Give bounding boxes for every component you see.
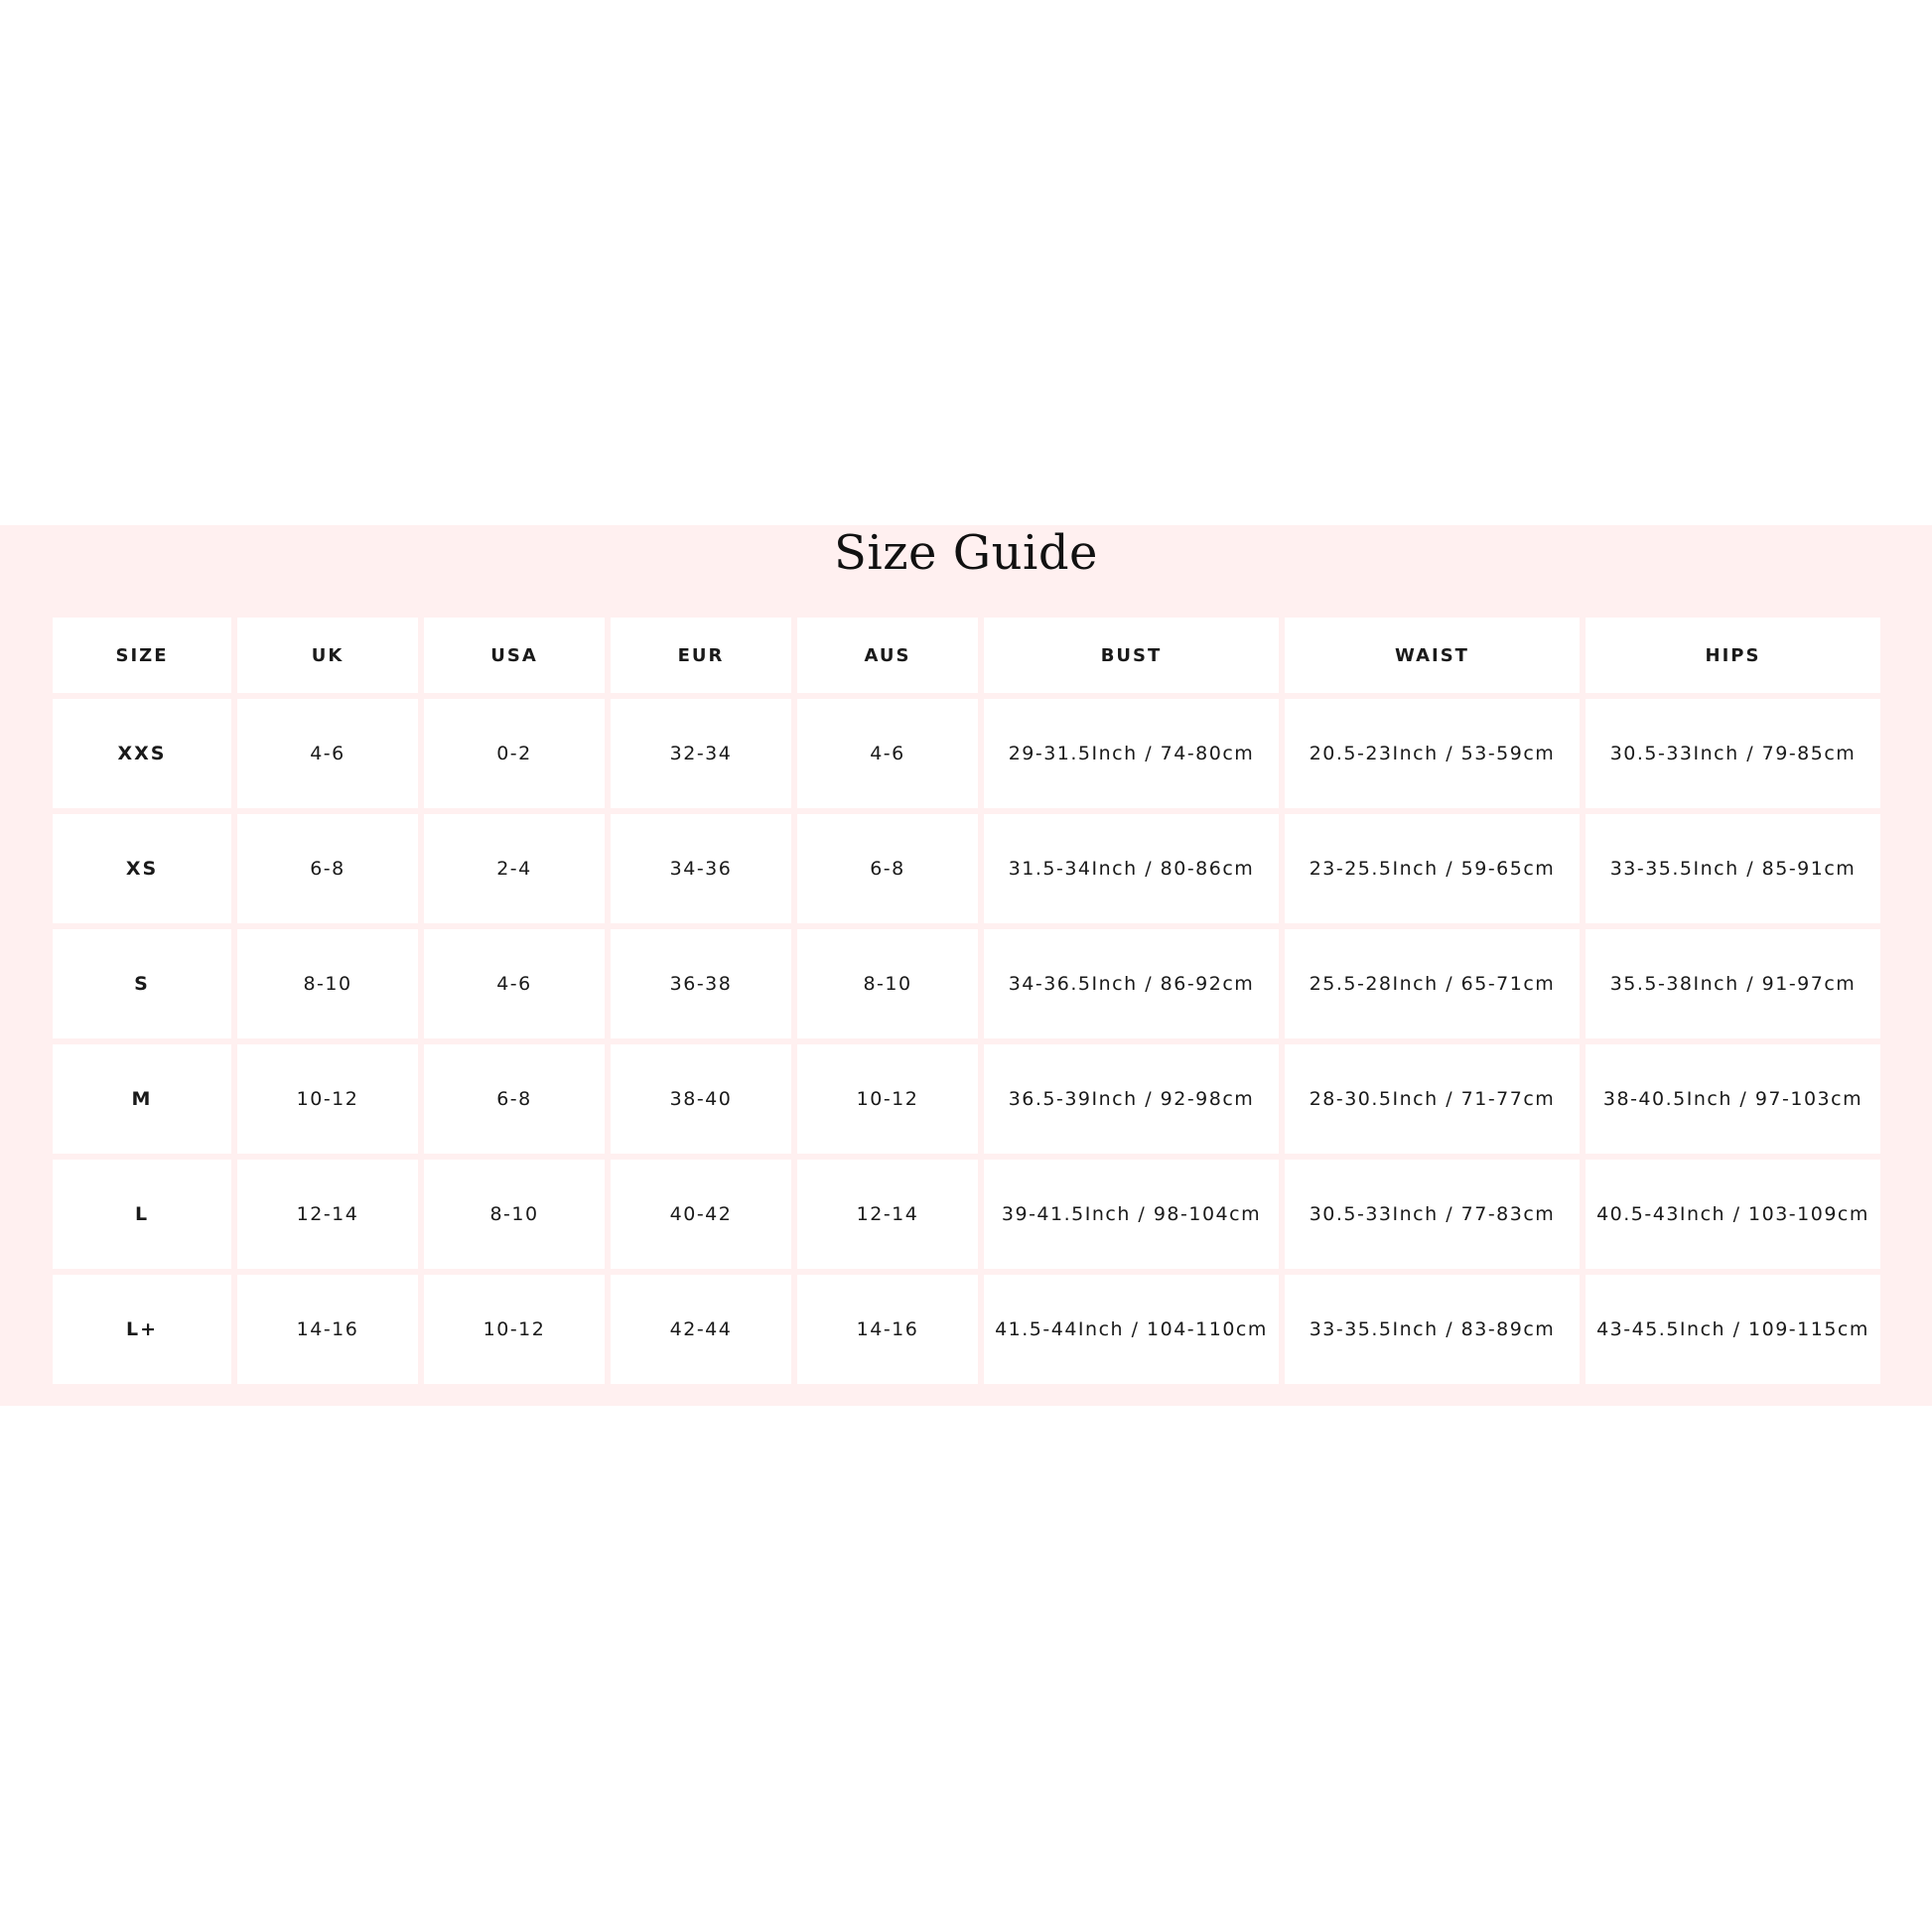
eur-cell: 34-36 (611, 814, 791, 923)
uk-cell: 10-12 (237, 1044, 418, 1154)
header-usa: USA (424, 618, 605, 693)
header-aus: AUS (797, 618, 978, 693)
usa-cell: 4-6 (424, 929, 605, 1038)
aus-cell: 14-16 (797, 1275, 978, 1384)
bust-cell: 29-31.5Inch / 74-80cm (984, 699, 1279, 808)
size-cell: M (53, 1044, 231, 1154)
bust-cell: 31.5-34Inch / 80-86cm (984, 814, 1279, 923)
table-header-row (53, 618, 1880, 693)
hips-cell: 43-45.5Inch / 109-115cm (1586, 1275, 1880, 1384)
uk-cell: 8-10 (237, 929, 418, 1038)
size-guide-table (47, 612, 1886, 1390)
hips-cell: 33-35.5Inch / 85-91cm (1586, 814, 1880, 923)
table-row (53, 929, 1880, 1038)
hips-cell: 38-40.5Inch / 97-103cm (1586, 1044, 1880, 1154)
size-cell: L+ (53, 1275, 231, 1384)
waist-cell: 23-25.5Inch / 59-65cm (1285, 814, 1580, 923)
waist-cell: 20.5-23Inch / 53-59cm (1285, 699, 1580, 808)
uk-cell: 4-6 (237, 699, 418, 808)
waist-cell: 25.5-28Inch / 65-71cm (1285, 929, 1580, 1038)
page-title: Size Guide (834, 525, 1098, 581)
aus-cell: 4-6 (797, 699, 978, 808)
usa-cell: 10-12 (424, 1275, 605, 1384)
header-bust: BUST (984, 618, 1279, 693)
uk-cell: 6-8 (237, 814, 418, 923)
usa-cell: 8-10 (424, 1160, 605, 1269)
table-row (53, 1275, 1880, 1384)
aus-cell: 10-12 (797, 1044, 978, 1154)
waist-cell: 33-35.5Inch / 83-89cm (1285, 1275, 1580, 1384)
header-size: SIZE (53, 618, 231, 693)
waist-cell: 28-30.5Inch / 71-77cm (1285, 1044, 1580, 1154)
hips-cell: 40.5-43Inch / 103-109cm (1586, 1160, 1880, 1269)
uk-cell: 12-14 (237, 1160, 418, 1269)
aus-cell: 6-8 (797, 814, 978, 923)
size-cell: XXS (53, 699, 231, 808)
bust-cell: 34-36.5Inch / 86-92cm (984, 929, 1279, 1038)
size-cell: S (53, 929, 231, 1038)
eur-cell: 32-34 (611, 699, 791, 808)
size-cell: XS (53, 814, 231, 923)
table-row (53, 814, 1880, 923)
hips-cell: 30.5-33Inch / 79-85cm (1586, 699, 1880, 808)
eur-cell: 40-42 (611, 1160, 791, 1269)
header-uk: UK (237, 618, 418, 693)
header-hips: HIPS (1586, 618, 1880, 693)
table-row (53, 699, 1880, 808)
table-row (53, 1160, 1880, 1269)
size-cell: L (53, 1160, 231, 1269)
table-row (53, 1044, 1880, 1154)
bust-cell: 39-41.5Inch / 98-104cm (984, 1160, 1279, 1269)
aus-cell: 12-14 (797, 1160, 978, 1269)
uk-cell: 14-16 (237, 1275, 418, 1384)
header-eur: EUR (611, 618, 791, 693)
eur-cell: 38-40 (611, 1044, 791, 1154)
usa-cell: 2-4 (424, 814, 605, 923)
header-waist: WAIST (1285, 618, 1580, 693)
aus-cell: 8-10 (797, 929, 978, 1038)
eur-cell: 36-38 (611, 929, 791, 1038)
bust-cell: 36.5-39Inch / 92-98cm (984, 1044, 1279, 1154)
bust-cell: 41.5-44Inch / 104-110cm (984, 1275, 1279, 1384)
waist-cell: 30.5-33Inch / 77-83cm (1285, 1160, 1580, 1269)
hips-cell: 35.5-38Inch / 91-97cm (1586, 929, 1880, 1038)
usa-cell: 0-2 (424, 699, 605, 808)
eur-cell: 42-44 (611, 1275, 791, 1384)
usa-cell: 6-8 (424, 1044, 605, 1154)
